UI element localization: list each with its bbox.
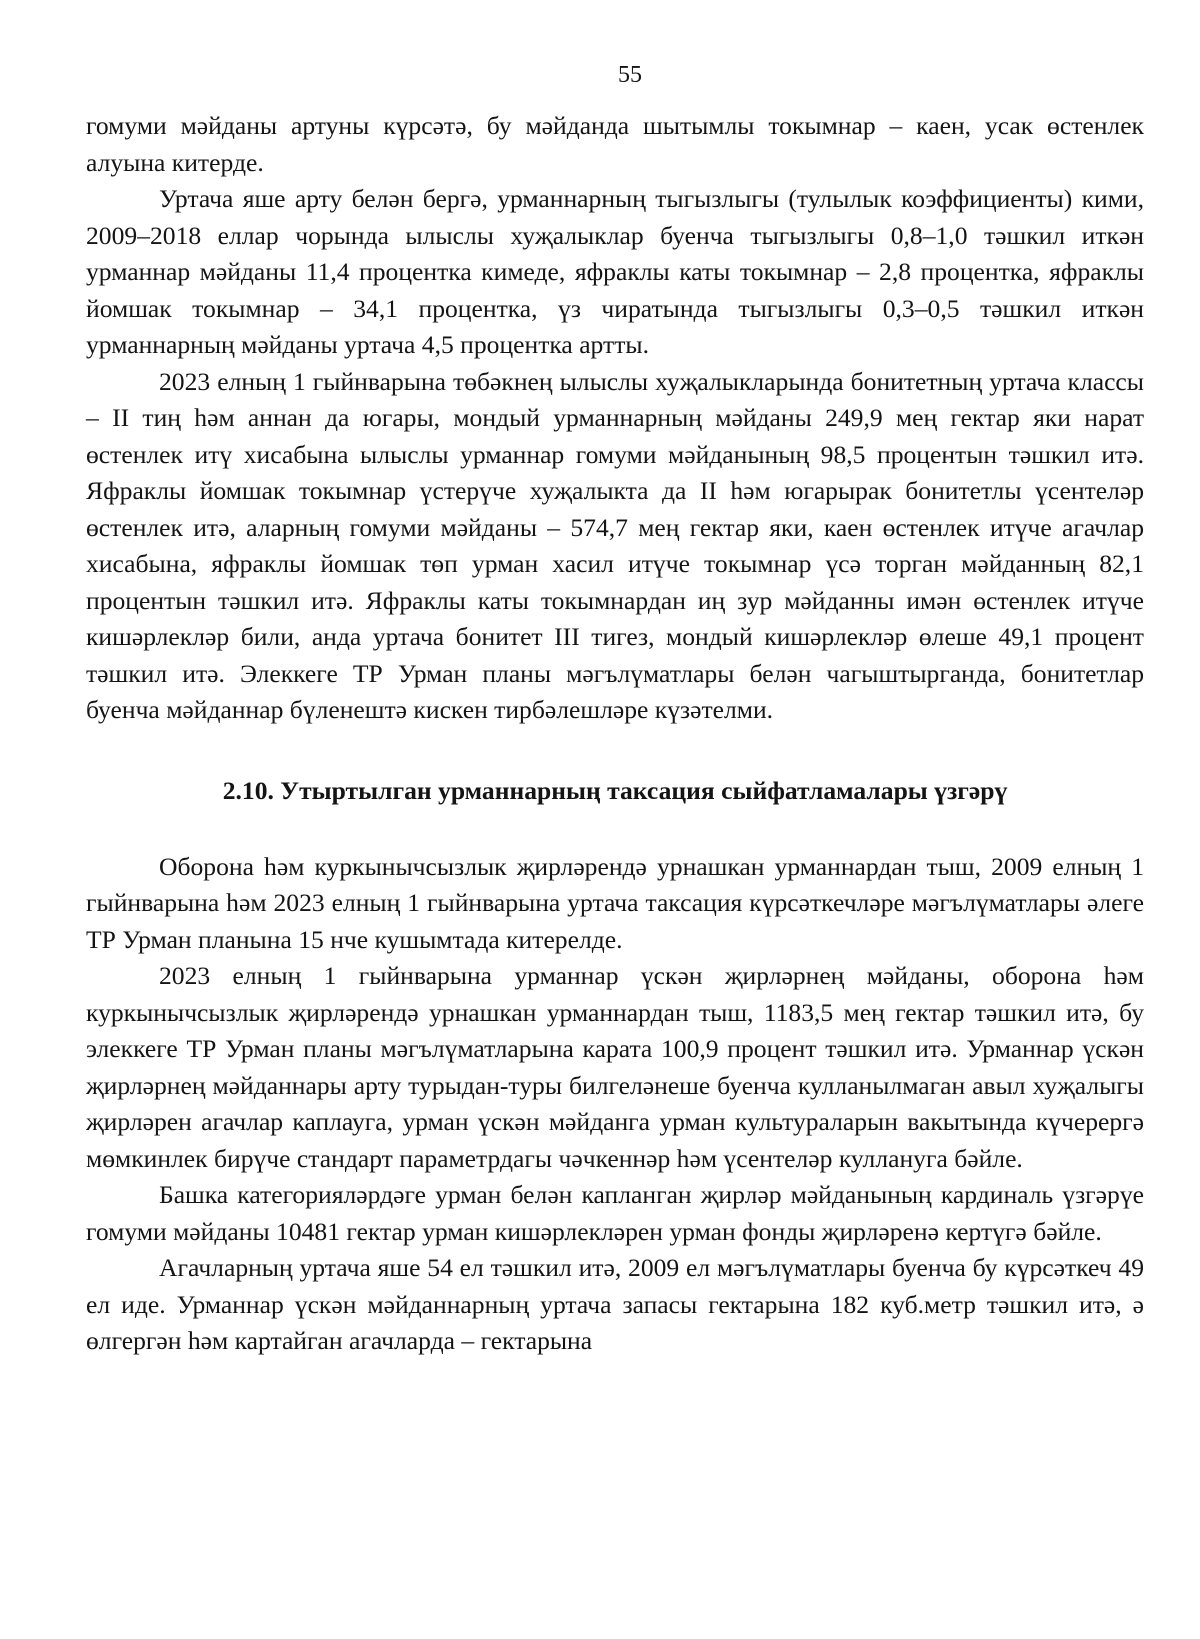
paragraph-density: Уртача яше арту белән бергә, урманнарның тыгызлыгы (тулылык коэффициенты) кими, 2009–2018 еллар чорында ылыслы хуҗалыклар буенча тыгызлыгы 0,8–1,0 тәшкил иткән урманнар мәйданы 11,4 процентка кимеде, яфраклы каты токымнар – 2,8 процентка, яфраклы йомшак токымнар – 34,1 процентка, үз чиратында тыгызлыгы 0,3–0,5 тәшкил иткән урманнарның мәйданы уртача 4,5 процентка артты. xyxy=(86,184,1144,359)
paragraph-forest-area: 2023 елның 1 гыйнварына урманнар үскән җирләрнең мәйданы, оборона һәм куркынычсызлык җирләрендә урнашкан урманнардан тыш, 1183,5 мең гектар тәшкил итә, бу элеккеге ТР Урман планы мәгълүматларына карата 100,9 процент тәшкил итә. Урманнар үскән җирләрнең мәйданнары арту турыдан-туры билгеләнеше буенча кулланылмаган авыл хуҗалыгы җирләрен агачлар каплауга, урман үскән мәйданга урман культураларын вакытында күчерергә мөмкинлек бирүче стандарт параметрдагы чәчкеннәр һәм үсентеләр куллануга бәйле. xyxy=(86,961,1144,1173)
page-number: 55 xyxy=(618,62,642,88)
paragraph-average-age: Агачларның уртача яше 54 ел тәшкил итә, 2009 ел мәгълүматлары буенча бу күрсәткеч 49 ел иде. Урманнар үскән мәйданнарның уртача запасы гектарына 182 куб.метр тәшкил итә, ә өлгергән һәм картайган агачларда – гектарына xyxy=(86,1253,1144,1355)
paragraph-bonitet: 2023 елның 1 гыйнварына төбәкнең ылыслы хуҗалыкларында бонитетның уртача классы – II тиң һәм аннан да югары, мондый урманнарның мәйданы 249,9 мең гектар яки нарат өстенлек итү хисабына ылыслы урманнар гомуми мәйданының 98,5 процентын тәшкил итә. Яфраклы йомшак токымнар үстерүче хуҗалыкта да II һәм югарырак бонитетлы үсентеләр өстенлек итә, аларның гомуми мәйданы – 574,7 мең гектар яки, каен өстенлек итүче агачлар хисабына, яфраклы йомшак төп урман хасил итүче токымнар үсә торган мәйданның 82,1 процентын тәшкил итә. Яфраклы каты токымнардан иң зур мәйданны имән өстенлек итүче кишәрлекләр били, анда уртача бонитет III тигез, мондый кишәрлекләр өлеше 49,1 процент тәшкил итә. Элеккеге ТР Урман планы мәгълүматлары белән чагыштырганда, бонитетлар буенча мәйданнар бүленештә кискен тирбәлешләре күзәтелми. xyxy=(86,366,1144,724)
paragraph-defense-lands: Оборона һәм куркынычсызлык җирләрендә урнашкан урманнардан тыш, 2009 елның 1 гыйнварына һәм 2023 елның 1 гыйнварына уртача таксация күрсәткечләре мәгълүматлары әлеге ТР Урман планына 15 нче кушымтада китерелде. xyxy=(86,851,1144,954)
section-heading: 2.10. Утыртылган урманнарның таксация сыйфатламалары үзгәрү xyxy=(222,775,1008,805)
paragraph-other-categories: Башка категорияләрдәге урман белән капланган җирләр мәйданының кардиналь үзгәрүе гомуми мәйданы 10481 гектар урман кишәрлекләрен урман фонды җирләренә кертүгә бәйле. xyxy=(86,1180,1144,1246)
paragraph-continuation: гомуми мәйданы артуны күрсәтә, бу мәйданда шытымлы токымнар – каен, усак өстенлек алуына китерде. xyxy=(86,111,1144,177)
document-page xyxy=(86,60,1144,1360)
